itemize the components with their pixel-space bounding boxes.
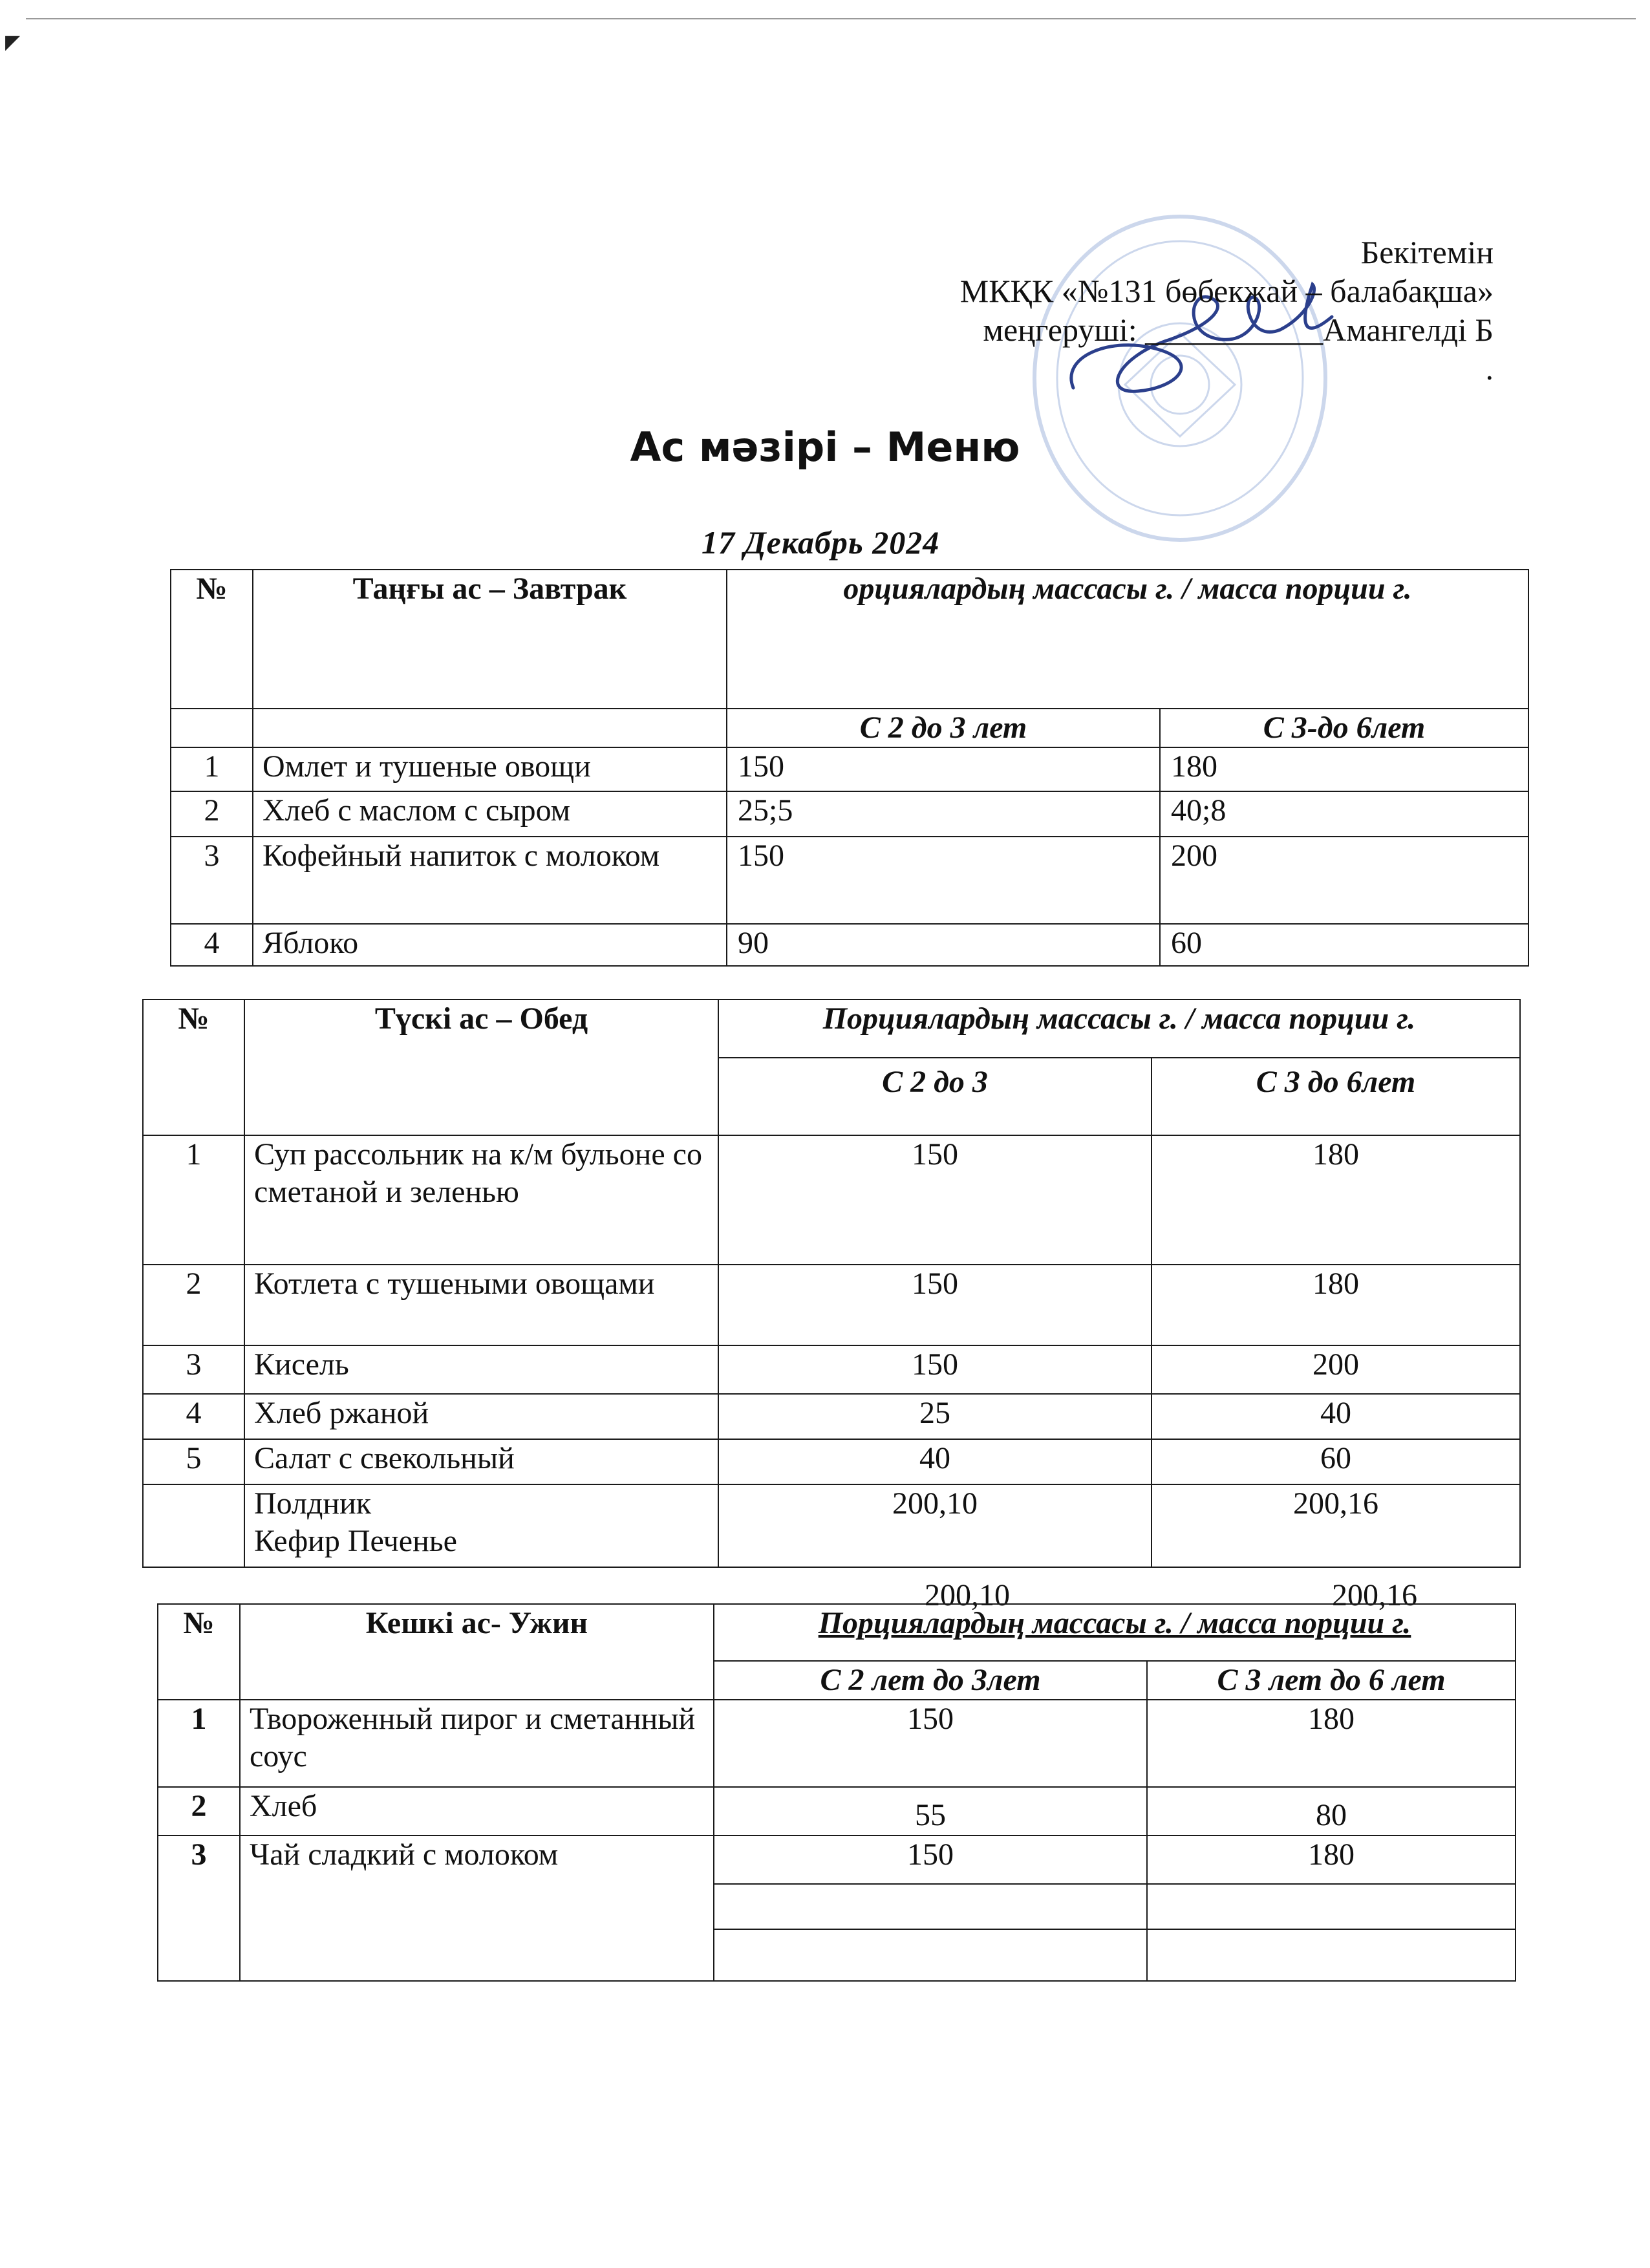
dish-name: Хлеб с маслом с сыром bbox=[253, 791, 727, 837]
row-num: 3 bbox=[143, 1345, 244, 1394]
portion-2-3: 150 bbox=[718, 1345, 1152, 1394]
breakfast-mass-header: орциялардың массасы г. / масса порции г. bbox=[727, 570, 1528, 709]
table-row bbox=[143, 1345, 1520, 1394]
menu-date: 17 Декабрь 2024 bbox=[702, 524, 940, 561]
approval-line-4: . bbox=[1485, 350, 1494, 387]
portion-2-3: 150 bbox=[718, 1135, 1152, 1265]
approval-line-1: Бекітемін bbox=[1360, 234, 1494, 270]
portion-3-6: 200 bbox=[1152, 1345, 1520, 1394]
row-num: 3 bbox=[158, 1835, 240, 1981]
dish-name: Хлеб bbox=[240, 1787, 714, 1835]
lunch-age-1: С 2 до 3 bbox=[718, 1058, 1152, 1135]
portion-3-6: 180 bbox=[1160, 747, 1528, 791]
portion-2-3: 55 bbox=[714, 1787, 1147, 1835]
portion-3-6: 200 bbox=[1160, 837, 1528, 924]
table-row bbox=[158, 1700, 1516, 1787]
dinner-age-1: С 2 лет до 3лет bbox=[714, 1661, 1147, 1700]
table-row bbox=[171, 791, 1528, 837]
empty-cell bbox=[714, 1884, 1147, 1929]
dinner-title-header: Кешкі ас- Ужин bbox=[240, 1604, 714, 1700]
top-rule bbox=[26, 18, 1636, 19]
row-num: 2 bbox=[171, 791, 253, 837]
breakfast-table bbox=[170, 569, 1529, 967]
snack-label: Полдник bbox=[254, 1486, 372, 1521]
between-value-2-3: 200,10 bbox=[925, 1578, 1010, 1612]
portion-2-3: 150 bbox=[727, 747, 1160, 791]
lunch-title-header: Түскі ас – Обед bbox=[244, 1000, 718, 1135]
lunch-age-2: С 3 до 6лет bbox=[1152, 1058, 1520, 1135]
portion-2-3: 150 bbox=[714, 1835, 1147, 1884]
table-row bbox=[158, 1835, 1516, 1884]
row-num: 4 bbox=[171, 924, 253, 966]
portion-2-3: 25 bbox=[718, 1394, 1152, 1439]
empty-cell bbox=[1147, 1929, 1516, 1981]
breakfast-age-1: С 2 до 3 лет bbox=[727, 709, 1160, 747]
dish-name: Суп рассольник на к/м бульоне со сметаной и зеленью bbox=[244, 1135, 718, 1265]
dish-name: Кофейный напиток с молоком bbox=[253, 837, 727, 924]
row-num: 2 bbox=[158, 1787, 240, 1835]
row-num: 3 bbox=[171, 837, 253, 924]
portion-2-3: 25;5 bbox=[727, 791, 1160, 837]
empty-cell bbox=[714, 1929, 1147, 1981]
approval-line-2: МКҚК «№131 бөбекжай – балабақша» bbox=[959, 273, 1494, 309]
dish-name: Омлет и тушеные овощи bbox=[253, 747, 727, 791]
table-row bbox=[143, 1484, 1520, 1567]
page-title: Ас мәзірі – Меню bbox=[630, 423, 1020, 471]
breakfast-empty-cell bbox=[253, 709, 727, 747]
portion-3-6: 60 bbox=[1160, 924, 1528, 966]
dish-name bbox=[244, 1484, 718, 1567]
portion-3-6: 80 bbox=[1147, 1787, 1516, 1835]
approval-line-3: меңгерушi: ___________Амангелді Б bbox=[983, 312, 1494, 348]
dish-name: Чай сладкий с молоком bbox=[240, 1835, 714, 1981]
dish-name: Яблоко bbox=[253, 924, 727, 966]
dish-name: Хлеб ржаной bbox=[244, 1394, 718, 1439]
portion-2-3: 150 bbox=[714, 1700, 1147, 1787]
dinner-mass-header: Порциялардың массасы г. / масса порции г. bbox=[714, 1604, 1516, 1661]
approval-block bbox=[960, 233, 1494, 388]
row-num: 5 bbox=[143, 1439, 244, 1484]
breakfast-num-header: № bbox=[171, 570, 253, 709]
portion-3-6: 60 bbox=[1152, 1439, 1520, 1484]
table-row bbox=[171, 837, 1528, 924]
table-row bbox=[143, 1439, 1520, 1484]
table-row bbox=[143, 1265, 1520, 1345]
portion-3-6: 40 bbox=[1152, 1394, 1520, 1439]
row-num bbox=[143, 1484, 244, 1567]
dish-name: Твороженный пирог и сметанный соус bbox=[240, 1700, 714, 1787]
snack-items: Кефир Печенье bbox=[254, 1524, 457, 1558]
portion-3-6: 180 bbox=[1147, 1700, 1516, 1787]
lunch-table bbox=[142, 999, 1521, 1568]
dish-name: Котлета с тушеными овощами bbox=[244, 1265, 718, 1345]
breakfast-empty-cell bbox=[171, 709, 253, 747]
portion-2-3: 200,10 bbox=[718, 1484, 1152, 1567]
breakfast-age-2: С 3-до 6лет bbox=[1160, 709, 1528, 747]
lunch-num-header: № bbox=[143, 1000, 244, 1135]
empty-cell bbox=[1147, 1884, 1516, 1929]
between-value-3-6: 200,16 bbox=[1332, 1578, 1417, 1612]
dish-name: Салат с свекольный bbox=[244, 1439, 718, 1484]
table-row bbox=[143, 1394, 1520, 1439]
portion-3-6: 180 bbox=[1147, 1835, 1516, 1884]
portion-3-6: 40;8 bbox=[1160, 791, 1528, 837]
table-row bbox=[158, 1787, 1516, 1835]
row-num: 4 bbox=[143, 1394, 244, 1439]
table-row bbox=[171, 924, 1528, 966]
table-row bbox=[171, 747, 1528, 791]
dinner-age-2: С 3 лет до 6 лет bbox=[1147, 1661, 1516, 1700]
row-num: 2 bbox=[143, 1265, 244, 1345]
row-num: 1 bbox=[171, 747, 253, 791]
portion-2-3: 150 bbox=[718, 1265, 1152, 1345]
portion-3-6: 180 bbox=[1152, 1265, 1520, 1345]
dinner-num-header: № bbox=[158, 1604, 240, 1700]
lunch-mass-header: Порциялардың массасы г. / масса порции г. bbox=[718, 1000, 1520, 1058]
portion-2-3: 150 bbox=[727, 837, 1160, 924]
portion-2-3: 40 bbox=[718, 1439, 1152, 1484]
table-row bbox=[143, 1135, 1520, 1265]
dinner-table bbox=[157, 1603, 1516, 1982]
breakfast-title-header: Таңғы ас – Завтрак bbox=[253, 570, 727, 709]
corner-mark: ◤ bbox=[5, 32, 21, 53]
row-num: 1 bbox=[143, 1135, 244, 1265]
portion-3-6: 180 bbox=[1152, 1135, 1520, 1265]
portion-3-6: 200,16 bbox=[1152, 1484, 1520, 1567]
row-num: 1 bbox=[158, 1700, 240, 1787]
dish-name: Кисель bbox=[244, 1345, 718, 1394]
portion-2-3: 90 bbox=[727, 924, 1160, 966]
